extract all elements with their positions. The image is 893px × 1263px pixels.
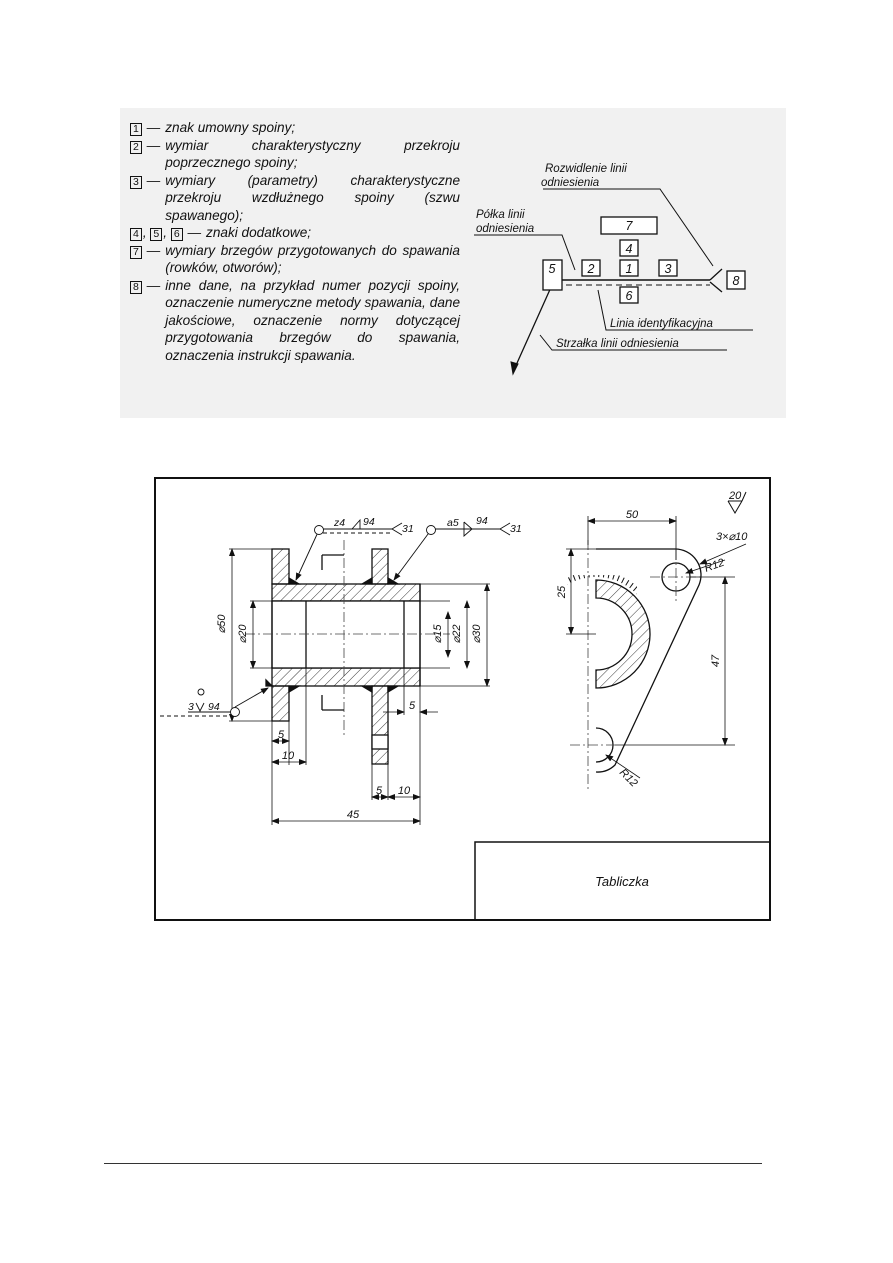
legend-key — [130, 119, 160, 137]
dim-side-r12-bottom: R12 — [616, 766, 640, 790]
flange-hole — [372, 735, 388, 749]
legend-item — [130, 172, 460, 225]
title-block-label: Tabliczka — [595, 874, 649, 889]
legend-text: wymiar charakterystyczny przekroju poprzecznego spoiny; — [165, 137, 460, 170]
legend-text: wymiary brzegów przygotowanych do spawania (rowków, otworów); — [165, 242, 460, 275]
weld-fillet-7 — [266, 680, 272, 686]
side-view — [596, 549, 701, 772]
weld-bottom-method: 94 — [208, 701, 220, 713]
legend-separator: — — [146, 120, 161, 135]
legend-key — [130, 242, 160, 277]
dim-d15: ⌀15 — [432, 624, 444, 644]
weld-right-ref: 31 — [510, 523, 522, 535]
legend-box-number: 5 — [150, 228, 162, 241]
legend-box-number: 8 — [130, 281, 142, 294]
dim-10-left: 10 — [281, 750, 295, 762]
fork-upper — [710, 269, 722, 280]
footer-rule — [104, 1163, 762, 1164]
side-dimension-lines — [566, 516, 746, 778]
legend-text: wymiary (parametry) charakterystyczne przekroju wzdłużnego spoiny (szwu spawanego); — [165, 172, 460, 223]
ident-line-label: Linia identyfikacyjna — [610, 318, 713, 330]
bushing-bottom-wall — [272, 668, 420, 686]
arrow-line-label: Strzałka linii odniesienia — [556, 338, 679, 350]
legend-box-number: 4 — [130, 228, 142, 241]
fork-label-line1: Rozwidlenie linii — [545, 163, 627, 175]
dim-5-left: 5 — [277, 729, 285, 741]
weld-fillet-3 — [362, 578, 372, 584]
legend-item — [130, 137, 460, 172]
dim-side-50: 50 — [625, 509, 639, 521]
legend-text: znak umowny spoiny; — [165, 120, 296, 135]
legend-separator: — — [146, 172, 161, 188]
drawing-frame — [155, 478, 770, 920]
weld-fillet-6 — [388, 686, 398, 692]
legend-text: znaki dodatkowe; — [206, 225, 312, 240]
hatched-semiannulus — [596, 580, 650, 688]
left-flange-top — [272, 549, 289, 584]
weld-right-size: a5 — [447, 517, 459, 529]
box-4-label: 4 — [625, 242, 633, 256]
right-flange-bottom — [372, 686, 388, 764]
weld-symbol-legend — [130, 119, 460, 364]
box-7-label: 7 — [625, 219, 633, 233]
legend-key — [130, 172, 160, 225]
legend-item — [130, 242, 460, 277]
box-2-label: 2 — [587, 262, 595, 276]
legend-separator: — — [146, 137, 161, 153]
arrow-line — [513, 285, 552, 372]
right-flange-top — [372, 549, 388, 584]
weld-bottom-size: 3 — [188, 701, 194, 713]
weld-right-method: 94 — [476, 515, 488, 527]
bushing-top-wall — [272, 584, 420, 601]
dim-side-47: 47 — [710, 654, 722, 668]
shelf-label-line1: Półka linii — [476, 209, 525, 221]
legend-box-number: 6 — [171, 228, 183, 241]
fork-label-line2: odniesienia — [541, 177, 600, 189]
weld-symbol-diagram — [470, 150, 780, 390]
shelf-label-line2: odniesienia — [476, 223, 535, 235]
dim-45: 45 — [346, 809, 360, 821]
box-1-label: 1 — [625, 262, 633, 276]
box-5-label: 5 — [548, 262, 556, 276]
legend-key — [130, 137, 160, 172]
box-3-label: 3 — [664, 262, 672, 276]
weld-left-method: 94 — [363, 516, 375, 528]
legend-key — [130, 277, 160, 365]
legend-item — [130, 119, 460, 137]
dim-side-holes: 3×⌀10 — [716, 531, 748, 543]
fork-lower — [710, 282, 722, 292]
dim-d50: ⌀50 — [216, 614, 228, 634]
roughness-value: 20 — [729, 490, 742, 502]
box-6-label: 6 — [625, 289, 633, 303]
legend-box-number: 3 — [130, 176, 142, 189]
legend-separator: — — [146, 277, 161, 293]
bushing-bore — [272, 601, 420, 668]
legend-separator: — — [187, 225, 202, 240]
weld-fillet-2 — [289, 686, 299, 692]
box-8-label: 8 — [732, 274, 740, 288]
dim-side-r12-top: R12 — [702, 556, 726, 575]
dim-d30: ⌀30 — [471, 624, 483, 644]
weld-left-size: z4 — [334, 517, 346, 529]
legend-separator: — — [146, 242, 161, 258]
weld-fillet-5 — [362, 686, 372, 692]
symbol-boxes — [543, 217, 745, 303]
dim-5-right: 5 — [408, 700, 416, 712]
legend-box-number: 2 — [130, 141, 142, 154]
legend-item — [130, 224, 460, 242]
dim-5-bottom: 5 — [375, 785, 383, 797]
weld-fillet-4 — [388, 578, 398, 584]
technical-drawing — [154, 477, 772, 922]
left-flange-bottom — [272, 686, 289, 721]
weld-left-ref: 31 — [402, 523, 414, 535]
legend-text: inne dane, na przykład numer pozycji spoiny, oznaczenie numeryczne metody spawania, dane jakościowe, oznaczenie normy dotyczącej przygotowania brzegów do spawania, oznaczenia instrukcji spawania. — [165, 277, 460, 363]
legend-key: 4 , 5 , 6 — — [130, 224, 201, 242]
legend-item — [130, 277, 460, 365]
dim-d20: ⌀20 — [237, 624, 249, 644]
dim-d22: ⌀22 — [451, 624, 463, 644]
legend-box-number: 7 — [130, 246, 142, 259]
dim-side-25: 25 — [556, 585, 568, 599]
arrow-head — [511, 362, 518, 374]
dim-10-right: 10 — [397, 785, 411, 797]
legend-box-number: 1 — [130, 123, 142, 136]
weld-fillet-1 — [289, 578, 299, 584]
